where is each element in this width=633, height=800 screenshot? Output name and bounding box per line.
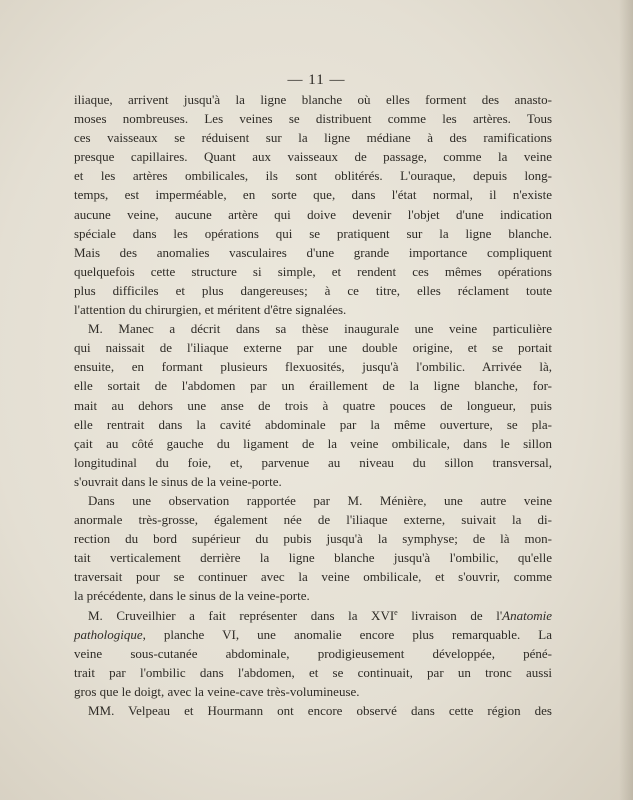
text-line: quelquefois cette structure si simple, et rendent ces mêmes opérations (74, 263, 552, 279)
text-line: MM. Velpeau et Hourmann ont encore observé dans cette région des (88, 703, 552, 718)
paragraph (74, 90, 552, 319)
text-line: temps, est imperméable, en sorte que, dans l'état normal, il n'existe (74, 187, 552, 203)
text-run: , planche VI, une anomalie encore plus remarquable. La (142, 626, 552, 642)
text-line: M. Manec a décrit dans sa thèse inaugurale une veine particulière (88, 321, 552, 337)
text-line: plus difficiles et plus dangereuses; à ce titre, elles réclament toute (74, 282, 552, 298)
text-run: livraison de l' (397, 607, 503, 623)
page-edge-shadow (619, 0, 633, 800)
text-line: qui naissait de l'iliaque externe par une double origine, et se portait (74, 340, 552, 356)
text-run: M. Cruveilhier a fait représenter dans la XVI (88, 607, 395, 623)
text-line: mait au dehors une anse de trois à quatre pouces de longueur, puis (74, 397, 552, 413)
text-line: moses nombreuses. Les veines se distribuent comme les artères. Tous (74, 111, 552, 127)
text-line: çait au côté gauche du ligament de la veine ombilicale, dans le sillon (74, 435, 552, 451)
text-line: trait par l'ombilic dans l'abdomen, et se continuait, par un tronc aussi (74, 664, 552, 680)
paragraph (74, 319, 552, 491)
text-line: veine sous-cutanée abdominale, prodigieusement développée, péné- (74, 645, 552, 661)
text-line: la précédente, dans le sinus de la veine-porte. (74, 588, 310, 604)
text-line (74, 625, 552, 644)
text-line: ensuite, en formant plusieurs flexuosités, jusqu'à l'ombilic. Arrivée là, (74, 359, 552, 375)
text-line: rection du bord supérieur du pubis jusqu'à la symphyse; de là mon- (74, 531, 552, 547)
running-head: — 11 — (287, 72, 346, 88)
text-line: et les artères ombilicales, ils sont oblitérés. L'ouraque, depuis long- (74, 168, 552, 184)
text-line: anormale très-grosse, également née de l'iliaque externe, suivait la di- (74, 512, 552, 528)
paragraph (74, 491, 552, 606)
book-title: pathologique (74, 626, 143, 642)
text-line: ces vaisseaux se réduisent sur la ligne médiane à des ramifications (74, 130, 552, 146)
text-line: traversait pour se continuer avec la veine ombilicale, et s'ouvrir, comme (74, 569, 552, 585)
text-line: elle sortait de l'abdomen par un éraillement de la ligne blanche, for- (74, 378, 552, 394)
text-line: aucune veine, aucune artère qui doive devenir l'objet d'une indication (74, 206, 552, 222)
text-line: spéciale dans les opérations qui se pratiquent sur la ligne blanche. (74, 225, 552, 241)
text-line: presque capillaires. Quant aux vaisseaux de passage, comme la veine (74, 149, 552, 165)
text-line: longitudinal du foie, et, parvenue au niveau du sillon transversal, (74, 454, 552, 470)
paragraph (74, 606, 552, 701)
text-line: Dans une observation rapportée par M. Ménière, une autre veine (88, 492, 552, 508)
text-line: s'ouvrait dans le sinus de la veine-porte. (74, 473, 282, 489)
book-title: Anatomie (502, 607, 552, 623)
text-line (74, 606, 552, 625)
text-line: tait verticalement derrière la ligne blanche jusqu'à l'ombilic, qu'elle (74, 550, 552, 566)
superscript: e (394, 607, 398, 617)
text-line: l'attention du chirurgien, et méritent d'être signalées. (74, 302, 347, 318)
text-line: elle rentrait dans la cavité abdominale par la même ouverture, se pla- (74, 416, 552, 432)
paragraph (74, 701, 552, 720)
text-line: iliaque, arrivent jusqu'à la ligne blanche où elles forment des anasto- (74, 92, 552, 107)
text-line: gros que le doigt, avec la veine-cave très-volumineuse. (74, 683, 360, 699)
body-text (74, 90, 552, 720)
text-line: Mais des anomalies vasculaires d'une grande importance compliquent (74, 244, 552, 260)
